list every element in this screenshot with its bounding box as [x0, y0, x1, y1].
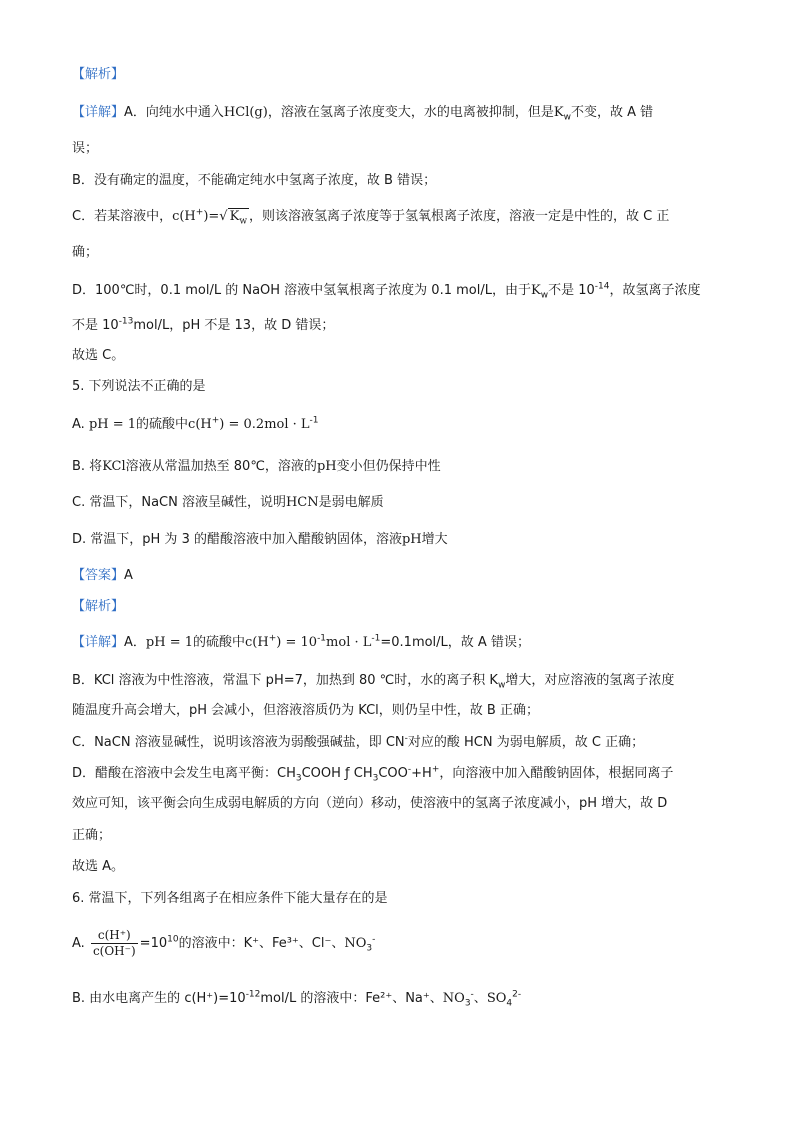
q5-option-d: D. 常温下，pH 为 3 的醋酸溶液中加入醋酸钠固体，溶液pH增大 [72, 532, 448, 547]
q6-option-b: B. 由水电离产生的 $c(H^+)=10^{-12}mol/L$ 的溶液中：Fe²⁺、Na⁺、$NO_3^-$、$SO_4^{2-}$ [72, 989, 522, 1009]
q4-detail-b: B．没有确定的温度，不能确定纯水中氢离子浓度，故 B 错误； [72, 173, 437, 188]
answer-value: A [124, 568, 133, 583]
analysis-heading-2 [72, 598, 722, 616]
q5-stem: 5. 下列说法不正确的是 [72, 379, 206, 394]
fraction-h-over-oh: $\frac{c(H^+)}{c(OH^-)}$ [92, 928, 136, 958]
q4-choose: 故选 C。 [72, 348, 125, 363]
detail-tag: 【详解】 [72, 635, 125, 650]
q5-detail-d-cont2: 正确； [72, 828, 112, 843]
q5-detail-d-cont1: 效应可知，该平衡会向生成弱电解质的方向（逆向）移动，使溶液中的氢离子浓度减小，pH 增大，故 D [72, 796, 668, 811]
q4-detail-c: C．若某溶液中，c(H+)=√ $K_w$ ，则该溶液氢离子浓度等于氢氧根离子浓度，溶液一定是中性的，故 C 正 [72, 207, 670, 227]
q4-detail-d-cont: 不是 $10^{-13}mol/L$，pH 不是 13，故 D 错误； [72, 316, 335, 333]
q5-detail-b-cont: 随温度升高会增大，pH 会减小，但溶液溶质仍为 KCl，则仍呈中性，故 B 正确； [72, 703, 539, 718]
q5-option-a: A. pH = 1的硫酸中$c(H^+) = 0.2mol \cdot L^{-1}$ [72, 415, 319, 432]
q6-stem: 6. 常温下，下列各组离子在相应条件下能大量存在的是 [72, 891, 388, 906]
q5-choose: 故选 A。 [72, 859, 125, 874]
q6-option-a: A. $\frac{c(H^+)}{c(OH^-)}$ $=10^{10}$的溶液中：K⁺、Fe³⁺、Cl⁻、$NO_3^-$ [72, 928, 376, 958]
q5-detail-a: 【详解】A．pH = 1的硫酸中$c(H^+) = 10^{-1}mol \cdot L^{-1}=0.1mol/L$，故 A 错误； [72, 633, 530, 650]
detail-tag: 【详解】 [72, 105, 125, 120]
q4-detail-a: 【详解】A．向纯水中通入HCl(g)，溶液在氢离子浓度变大，水的电离被抑制，但是$K_w$不变，故 A 错 [72, 105, 654, 123]
answer-tag: 【答案】 [72, 568, 125, 583]
q5-detail-d: D．醋酸在溶液中会发生电离平衡：$CH_3COOH$ ƒ $CH_3COO^-+H^+$，向溶液中加入醋酸钠固体，根据同离子 [72, 764, 674, 784]
q5-detail-c: C．NaCN 溶液显碱性，说明该溶液为弱酸强碱盐，即 CN-对应的酸 HCN 为弱电解质，故 C 正确； [72, 733, 645, 750]
q5-option-b: B. 将KCl溶液从常温加热至 80℃，溶液的pH变小但仍保持中性 [72, 459, 441, 474]
analysis-tag: 【解析】 [72, 67, 125, 82]
q4-detail-c-cont: 确； [72, 245, 99, 260]
q5-detail-b: B．KCl 溶液为中性溶液，常温下 pH=7，加热到 80 ℃时，水的离子积 $K_w$增大，对应溶液的氢离子浓度 [72, 673, 675, 691]
q5-option-c: C. 常温下，NaCN 溶液呈碱性，说明HCN是弱电解质 [72, 495, 384, 510]
sqrt-kw: √ $K_w$ [219, 209, 248, 227]
q4-detail-a-cont: 误； [72, 141, 99, 156]
analysis-heading [72, 66, 722, 84]
answer-line [72, 567, 722, 585]
q4-detail-d: D．100℃时，0.1 mol/L 的 NaOH 溶液中氢氧根离子浓度为 0.1 mol/L，由于$K_w$不是 $10^{-14}$，故氢离子浓度 [72, 281, 701, 301]
analysis-tag: 【解析】 [72, 599, 125, 614]
